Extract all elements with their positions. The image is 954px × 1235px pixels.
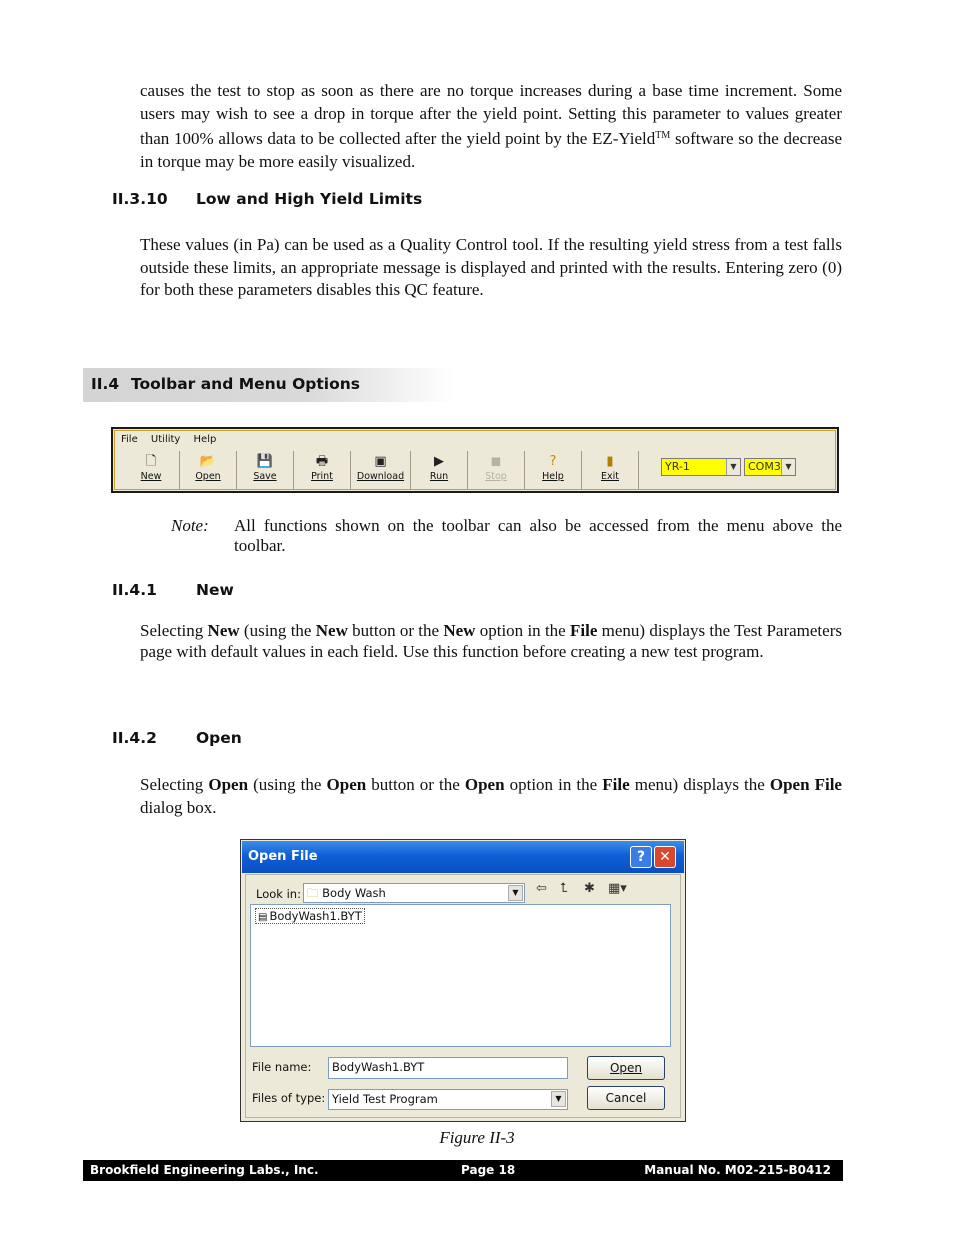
- section-number: II.4: [91, 375, 120, 393]
- page-footer: [83, 1160, 843, 1181]
- menu-help[interactable]: Help: [193, 434, 217, 445]
- section-number: II.4.2: [112, 729, 157, 747]
- note-label: Note: [171, 516, 204, 535]
- look-in-select[interactable]: 🗀 Body Wash ▼: [303, 883, 525, 903]
- model-select[interactable]: YR-1 ▼: [661, 458, 741, 476]
- new-icon: 🗋: [145, 454, 157, 469]
- chevron-down-icon: ▼: [726, 459, 740, 475]
- section-heading-4-2: [112, 729, 412, 749]
- new-folder-icon[interactable]: ✱: [584, 881, 595, 896]
- folder-icon: 🗀: [307, 886, 323, 900]
- print-button[interactable]: 🖶 Print: [294, 451, 351, 489]
- intro-paragraph: causes the test to stop as soon as there are no torque increases during a base time increment. Some users may wish to see a drop in torque after the yield point. Setting this parameter to values greater than 100% allows data to be collected after the yield point by the EZ-Yield™ software so the decrease in torque may be more easily visualized.: [140, 81, 842, 171]
- stop-button[interactable]: ◼ Stop: [468, 451, 525, 489]
- open-paragraph: Selecting Open (using the Open button or the Open option in the File menu) displays the Open File dialog box.: [140, 775, 842, 817]
- look-in-label: Look in:: [256, 887, 301, 901]
- chevron-down-icon: ▼: [508, 885, 523, 901]
- new-paragraph: Selecting New (using the New button or the New option in the File menu) displays the Test Parameters page with default values in each field. Use this function before creating a new test program.: [140, 621, 842, 661]
- run-icon: ▶: [434, 454, 444, 469]
- file-name-label: File name:: [252, 1060, 312, 1074]
- cancel-button[interactable]: Cancel: [587, 1086, 665, 1110]
- stop-icon: ◼: [490, 454, 502, 469]
- open-button[interactable]: 📂 Open: [180, 451, 237, 489]
- close-icon[interactable]: ✕: [654, 846, 676, 868]
- section-title: Open: [196, 729, 242, 747]
- yield-limits-paragraph: These values (in Pa) can be used as a Quality Control tool. If the resulting yield stress from a test falls outside these limits, an appropriate message is displayed and printed with the results. Entering zero (0) for both these parameters disables this QC feature.: [140, 235, 842, 299]
- chevron-down-icon: ▼: [551, 1091, 566, 1107]
- file-type-label: Files of type:: [252, 1091, 326, 1105]
- footer-page: Page 18: [461, 1163, 516, 1177]
- file-name-input[interactable]: BodyWash1.BYT: [328, 1057, 568, 1079]
- save-button[interactable]: 💾 Save: [237, 451, 294, 489]
- section-heading-3-10: [112, 190, 512, 210]
- dialog-title: Open File: [248, 849, 318, 864]
- dialog-title-bar: [242, 841, 684, 873]
- section-title: Toolbar and Menu Options: [131, 375, 361, 393]
- section-heading-4-1: [112, 581, 412, 601]
- footer-manual: Manual No. M02-215-B0412: [644, 1163, 831, 1177]
- run-button[interactable]: ▶ Run: [411, 451, 468, 489]
- save-icon: 💾: [256, 454, 274, 469]
- menu-file[interactable]: File: [121, 434, 138, 445]
- footer-company: Brookfield Engineering Labs., Inc.: [90, 1163, 319, 1177]
- back-icon[interactable]: ⇦: [536, 881, 547, 896]
- section-number: II.4.1: [112, 581, 157, 599]
- views-menu-icon[interactable]: ▦▾: [608, 881, 627, 896]
- help-button[interactable]: ? Help: [525, 451, 582, 489]
- exit-button[interactable]: ▮ Exit: [582, 451, 639, 489]
- download-button[interactable]: ▣ Download: [351, 451, 411, 489]
- section-title: New: [196, 581, 234, 599]
- port-select[interactable]: COM3 ▼: [744, 458, 796, 476]
- section-title: Low and High Yield Limits: [196, 190, 423, 208]
- help-icon: ?: [549, 454, 557, 469]
- file-type-select[interactable]: Yield Test Program ▼: [328, 1089, 568, 1110]
- toolbar-screenshot: [111, 427, 839, 493]
- note-text: All functions shown on the toolbar can also be accessed from the menu above the toolbar.: [234, 516, 842, 555]
- chevron-down-icon: ▼: [781, 459, 795, 475]
- open-button[interactable]: Open: [587, 1056, 665, 1080]
- toolbar-buttons: [123, 451, 639, 489]
- exit-icon: ▮: [606, 454, 614, 469]
- list-item[interactable]: ▤ BodyWash1.BYT: [255, 908, 365, 924]
- section-heading-4: [83, 368, 453, 402]
- new-button[interactable]: 🗋 New: [123, 451, 180, 489]
- menu-utility[interactable]: Utility: [150, 434, 181, 445]
- up-folder-icon[interactable]: ⮤: [560, 881, 568, 896]
- file-list[interactable]: [250, 904, 671, 1047]
- section-number: II.3.10: [112, 190, 168, 208]
- file-icon: ▤: [258, 912, 268, 923]
- print-icon: 🖶: [315, 454, 329, 469]
- help-icon[interactable]: ?: [630, 846, 652, 868]
- open-icon: 📂: [199, 454, 217, 469]
- menu-bar: [121, 434, 226, 445]
- download-icon: ▣: [374, 454, 387, 469]
- figure-caption: Figure II-3: [439, 1128, 515, 1147]
